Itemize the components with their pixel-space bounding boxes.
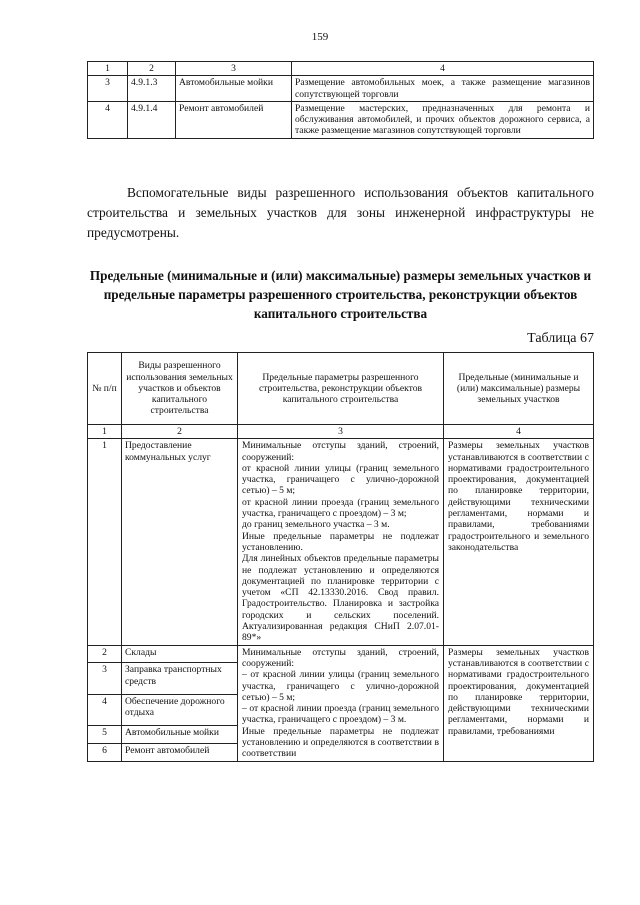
auxiliary-uses-paragraph: Вспомогательные виды разрешенного использования объектов капитального строительства и земельных участков для зоны инженерной инфраструктуры не предусмотрены. (87, 185, 594, 240)
row-number: 4 (88, 101, 128, 138)
column-number: 1 (88, 425, 122, 439)
use-name: Предоставление коммунальных услуг (122, 439, 238, 645)
params-line: Минимальные отступы зданий, строений, сооружений: (242, 440, 439, 463)
header-sizes: Предельные (минимальные и (или) максимальные) размеры земельных участков (444, 353, 594, 425)
params-line: от красной линии проезда (границ земельного участка, граничащего с проездом) – 3 м; (242, 496, 439, 520)
params-line: от красной линии улицы (границ земельного участка, граничащего с улично-дорожной сетью) – 5 м; (242, 462, 439, 497)
column-number: 4 (292, 62, 594, 76)
column-number: 2 (128, 62, 176, 76)
use-name: Заправка транспортных средств (122, 663, 238, 695)
row-number: 5 (88, 726, 122, 744)
params-line: Иные предельные параметры не подлежат установлению и определяются в соответствии в соответствии (242, 725, 439, 760)
column-number: 2 (122, 425, 238, 439)
params-line: до границ земельного участка – 3 м. (242, 519, 390, 531)
row-number: 1 (88, 439, 122, 645)
params-cell (238, 645, 444, 761)
row-number: 4 (88, 694, 122, 726)
column-number-row (88, 425, 594, 439)
table-row (88, 439, 594, 645)
table-row (88, 101, 594, 138)
use-description: Размещение мастерских, предназначенных для ремонта и обслуживания автомобилей, и прочих объектов дорожного сервиса, а также размещение магазинов сопутствующей торговли (292, 101, 594, 138)
parameters-table (87, 352, 594, 762)
use-name: Автомобильные мойки (176, 76, 292, 102)
section-heading: Предельные (минимальные и (или) максимальные) размеры земельных участков и предельные параметры разрешенного строительства, реконструкции объектов капитального строительства (89, 268, 592, 321)
use-name: Обеспечение дорожного отдыха (122, 694, 238, 726)
use-code: 4.9.1.4 (128, 101, 176, 138)
params-line: – от красной линии улицы (границ земельного участка, граничащего с улично-дорожной сетью) – 5 м; (242, 669, 439, 703)
use-name: Ремонт автомобилей (122, 743, 238, 761)
column-number: 1 (88, 62, 128, 76)
header-row (88, 353, 594, 425)
column-number: 3 (176, 62, 292, 76)
params-line: Для линейных объектов предельные параметры не подлежат установлению и определяются документацией по планировке территории с учетом «СП 42.13330.2016. Свод правил. Градостроительство. Планировка и застройка городских и сельских поселений. Актуализированная редакция СНиП 2.07.01-89*» (242, 553, 439, 644)
sizes-cell: Размеры земельных участков устанавливаются в соответствии с нормативами градостроительного проектирования, документацией по планировке территории, действующими техническими регламентами, нормами и правилами, требованиями (444, 645, 594, 761)
row-number: 3 (88, 663, 122, 695)
use-code: 4.9.1.3 (128, 76, 176, 102)
column-number: 3 (238, 425, 444, 439)
header-use: Виды разрешенного использования земельных участков и объектов капитального строительства (122, 353, 238, 425)
row-number: 6 (88, 743, 122, 761)
table-row (88, 76, 594, 102)
row-number: 2 (88, 645, 122, 663)
use-name: Автомобильные мойки (122, 726, 238, 744)
header-params: Предельные параметры разрешенного строительства, реконструкции объектов капитального строительства (238, 353, 444, 425)
header-num: № п/п (88, 353, 122, 425)
table-label: Таблица 67 (527, 331, 594, 346)
table-row (88, 645, 594, 663)
params-line: – от красной линии проезда (границ земельного участка, граничащего с проездом) – 3 м. (242, 703, 439, 726)
row-number: 3 (88, 76, 128, 102)
use-description: Размещение автомобильных моек, а также размещение магазинов сопутствующей торговли (292, 76, 594, 102)
column-number: 4 (444, 425, 594, 439)
params-line: Минимальные отступы зданий, строений, сооружений: (242, 646, 439, 669)
permitted-uses-table (87, 61, 594, 139)
use-name: Склады (122, 645, 238, 663)
params-cell (238, 439, 444, 645)
use-name: Ремонт автомобилей (176, 101, 292, 138)
page-number: 159 (311, 31, 329, 43)
params-line: Иные предельные параметры не подлежат установлению. (242, 530, 439, 553)
column-number-row (88, 62, 594, 76)
sizes-cell: Размеры земельных участков устанавливаются в соответствии с нормативами градостроительного проектирования, документацией по планировке территории, действующими техническими регламентами, нормами и правилами, требованиями градостроительного и земельного законодательства (444, 439, 594, 645)
